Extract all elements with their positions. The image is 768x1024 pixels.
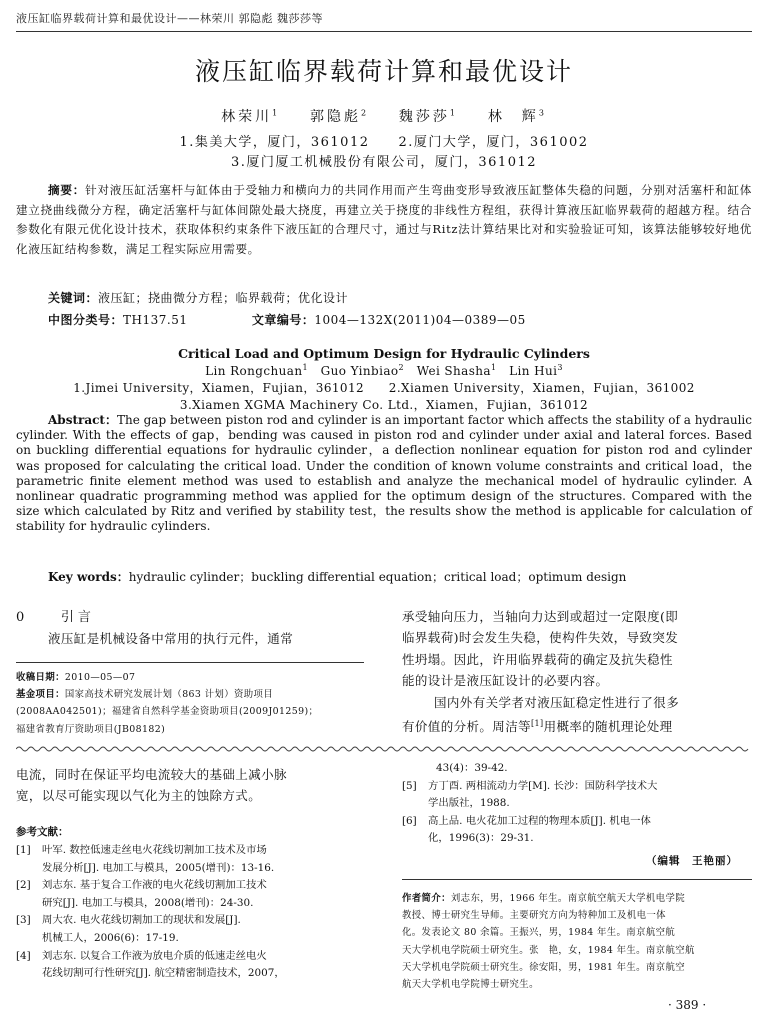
ref-line: 机械工人，2006(6)：17-19. (42, 931, 179, 944)
abstract-text: 针对液压缸活塞杆与缸体由于受轴力和横向力的共同作用而产生弯曲变形导致液压缸整体失稳的问题，分别对活塞杆和缸体建立挠曲线微分方程，确定活塞杆与缸体间隙处最大挠度，再建立关于挠度的非线性方程组，获得计算液压缸临界载荷的超越方程。结合参数化有限元优化设计技术，获取体积约束条件下液压缸的合理尺寸，通过与Ritz法计算结果比对和实验验证可知，该算法能够较好地优化液压缸结构参数，满足工程实际应用需要。 (16, 183, 752, 256)
ref-line: 研究[J]. 电加工与模具，2008(增刊)：24-30. (42, 896, 254, 909)
ref-line: 周大农. 电火花线切割加工的现状和发展[J]. (42, 914, 241, 927)
reference-item (16, 912, 368, 947)
author-affil-mark: 2 (398, 363, 405, 372)
reference-item (16, 842, 368, 877)
abstract-label: 摘要： (48, 183, 86, 197)
ref-line: 化，1996(3)：29-31. (428, 832, 534, 845)
reference-item (402, 778, 754, 813)
body-text: 有价值的分析。周洁等 (402, 719, 532, 735)
body-text: 用概率的随机理论处理 (543, 719, 673, 735)
abstract-en-label: Abstract： (48, 413, 117, 427)
footnote (16, 669, 368, 738)
ref-line: 43(4)：39-42. (436, 762, 508, 774)
running-header: 液压缸临界载荷计算和最优设计——林荣川 郭隐彪 魏莎莎等 (16, 12, 323, 25)
reference-item (16, 948, 368, 983)
classification-line (48, 311, 526, 328)
header-rule (16, 31, 752, 32)
ref-number: [6] (402, 814, 417, 827)
ref-number: [4] (16, 949, 31, 962)
author-name: Wei Shasha (416, 364, 491, 378)
ref-number: [3] (16, 914, 31, 927)
author-name: 魏莎莎 (398, 109, 450, 125)
keywords-en-text: hydraulic cylinder；buckling differential equation；critical load；optimum design (128, 570, 627, 584)
clc-value: TH137.51 (123, 313, 188, 327)
bio-rule (402, 879, 752, 880)
page-number: · 389 · (668, 998, 707, 1012)
ref-line: 学出版社，1988. (428, 797, 510, 810)
section-title: 引言 (60, 610, 95, 625)
ref-line: 刘志东. 以复合工作液为放电介质的低速走丝电火 (42, 949, 267, 962)
english-affiliation: 3.Xiamen XGMA Machinery Co. Ltd.，Xiamen，Fujian，361012 (179, 398, 589, 412)
ref-line: 方丁酉. 两相流动力学[M]. 长沙：国防科学技术大 (428, 779, 658, 792)
author-name: 林荣川 (221, 109, 273, 125)
bio-text: 刘志东，男，1966 年生。南京航空航天大学机电学院 (450, 893, 686, 904)
ref-number: [2] (16, 879, 31, 892)
footnote-fund-line: 福建省教育厅资助项目(JB08182) (16, 723, 166, 735)
ref-line: 发展分析[J]. 电加工与模具，2005(增刊)：13-16. (42, 861, 275, 874)
footnote-received (16, 669, 368, 686)
abstract-en (16, 413, 752, 535)
received-date: 2010—05—07 (64, 672, 136, 683)
editor-credit: （编辑 王艳丽） (646, 855, 738, 867)
body-line: 承受轴向压力，当轴向力达到或超过一定限度(即 (402, 609, 679, 624)
author-bio (402, 890, 754, 993)
article-no-value: 1004—132X(2011)04—0389—05 (314, 313, 526, 327)
author-name: Lin Hui (509, 364, 558, 378)
author-affil-mark: 1 (272, 108, 281, 118)
english-title: Critical Load and Optimum Design for Hydraulic Cylinders (178, 346, 590, 361)
ref-line: 高上品. 电火花加工过程的物理本质[J]. 机电一体 (428, 814, 651, 827)
bio-line: 化。发表论文 80 余篇。王振兴，男，1984 年生。南京航空航 (402, 927, 676, 939)
body-line: 能的设计是液压缸设计的必要内容。 (402, 673, 609, 689)
author-name: 林 辉 (487, 109, 539, 125)
ref-number: [5] (402, 779, 417, 792)
author-name: Lin Rongchuan (205, 364, 303, 378)
ref-line: 花线切割可行性研究[J]. 航空精密制造技术，2007， (42, 967, 285, 980)
bio-label: 作者简介： (402, 893, 451, 904)
body-line: 电流，同时在保证平均电流较大的基础上减小脉 (16, 767, 287, 782)
section-heading (16, 606, 95, 625)
author-affil-mark: 1 (490, 363, 497, 372)
bio-line: 教授、博士研究生导师。主要研究方向为特种加工及机电一体 (402, 910, 666, 922)
keywords-cn (48, 289, 348, 306)
body-line: 国内外有关学者对液压缸稳定性进行了很多 (434, 694, 680, 710)
fund-label: 基金项目： (16, 689, 65, 701)
author-affil-mark: 1 (449, 108, 458, 118)
ref-line: 叶军. 数控低速走丝电火花线切割加工技术及市场 (42, 844, 267, 856)
author-list (0, 106, 768, 126)
bio-line: 天大学机电学院硕士研究生。徐安阳，男，1981 年生。南京航空 (402, 961, 685, 973)
citation-mark: [1] (531, 719, 544, 729)
affiliation-line: 1.集美大学，厦门，361012 2.厦门大学，厦门，361002 (179, 135, 589, 150)
references-list-cont (402, 760, 754, 848)
fund-text: 国家高技术研究发展计划（863 计划）资助项目 (64, 689, 274, 701)
keywords-label: 关键词： (48, 291, 99, 305)
english-affiliation: 1.Jimei University，Xiamen，Fujian，361012 2.Xiamen University，Xiamen，Fujian，361002 (73, 381, 695, 395)
references-heading: 参考文献： (16, 826, 69, 838)
footnote-rule (16, 662, 364, 663)
author-affil-mark: 3 (557, 363, 563, 372)
author-affil-mark: 2 (361, 108, 370, 118)
author-name: Guo Yinbiao (320, 364, 399, 378)
bio-line (402, 890, 754, 907)
reference-item (16, 877, 368, 912)
abstract-cn (16, 181, 752, 259)
references-list (16, 842, 368, 983)
english-authors (0, 363, 768, 378)
bio-line: 航天大学机电学院博士研究生。 (402, 979, 539, 991)
body-line (402, 713, 752, 738)
footnote-fund-line (16, 686, 368, 703)
reference-item (402, 813, 754, 848)
keywords-text: 液压缸；挠曲微分方程；临界载荷；优化设计 (98, 291, 349, 305)
keywords-en-label: Key words： (48, 570, 129, 584)
keywords-en (48, 568, 626, 585)
bio-line: 天大学机电学院硕士研究生。张 艳，女，1984 年生。南京航空航 (402, 944, 695, 956)
ref-line: 刘志东. 基于复合工作液的电火花线切割加工技术 (42, 879, 267, 892)
body-line: 临界载荷)时会发生失稳，使构件失效，导致突发 (402, 630, 679, 646)
abstract-en-text: The gap between piston rod and cylinder is an important factor which affects the stability of a hydraulic cylinder. With the effects of gap，bending was caused in piston rod and cylinder under axial and lateral forces. Based on buckling differential equations for hydraulic cylinder，a deflection nonlinear equation for piston rod and cylinder was proposed for calculating the critical load. Under the condition of known volume constraints and critical load，the parametric finite element method was used to establish and analyze the mechanical model of hydraulic cylinder. A nonlinear quadratic programming method was applied for the optimum design of the structures. Compared with the size which calculated by Ritz and verified by stability test，the results show the method is applicable for calculation of stability for hydraulic cylinders. (16, 413, 752, 534)
splice-separator (16, 745, 752, 753)
body-line: 宽，以尽可能实现以气化为主的蚀除方式。 (16, 788, 262, 804)
article-no-label: 文章编号： (251, 313, 315, 327)
clc-label: 中图分类号： (48, 313, 124, 327)
ref-number: [1] (16, 844, 31, 856)
body-paragraph: 液压缸是机械设备中常用的执行元件，通常 (48, 631, 294, 646)
body-line: 性坍塌。因此，许用临界载荷的确定及抗失稳性 (402, 651, 673, 667)
author-affil-mark: 1 (302, 363, 308, 372)
section-number: 0 (16, 610, 29, 625)
body-paragraph (16, 764, 368, 807)
footnote-fund-line: (2008AA042501)；福建省自然科学基金资助项目(2009J01259)； (16, 706, 319, 718)
received-label: 收稿日期： (16, 672, 65, 683)
paper-title: 液压缸临界载荷计算和最优设计 (194, 57, 573, 86)
affiliation-line: 3.厦门厦工机械股份有限公司，厦门，361012 (230, 155, 538, 170)
author-name: 郭隐彪 (310, 109, 361, 125)
body-paragraph (402, 606, 752, 738)
author-affil-mark: 3 (538, 108, 547, 118)
